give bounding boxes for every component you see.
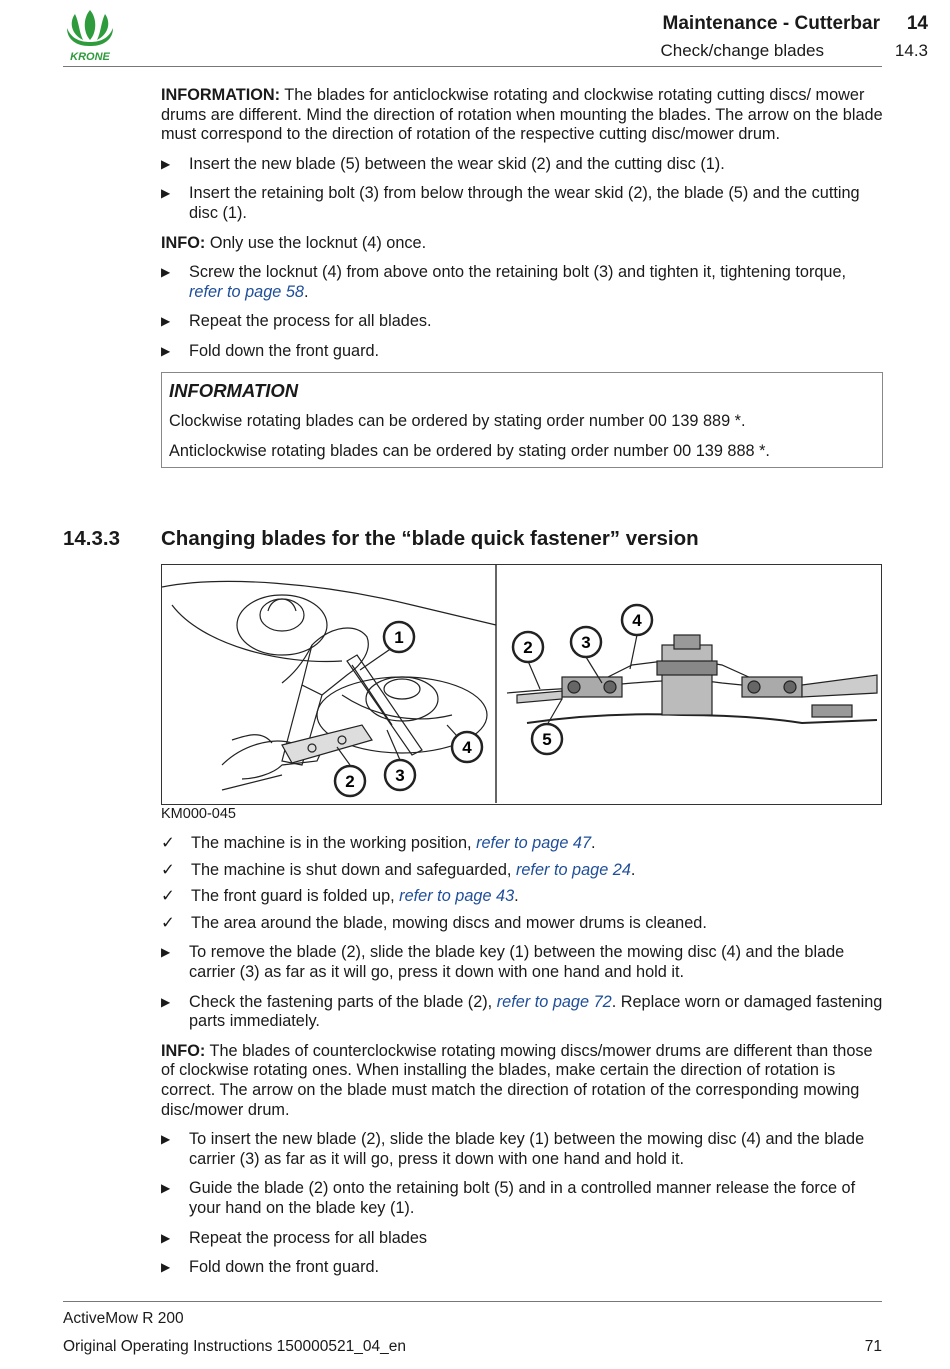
step-item	[161, 1229, 883, 1249]
step-text: Repeat the process for all blades.	[189, 312, 432, 331]
section-title: Changing blades for the “blade quick fastener” version	[161, 527, 699, 550]
callout-3: 3	[395, 766, 405, 785]
checkmark-icon: ✓	[161, 913, 175, 932]
step-marker-icon: ▶	[161, 1181, 171, 1196]
blade-figure	[161, 564, 882, 805]
step-item	[161, 1130, 883, 1169]
checkmark-icon: ✓	[161, 834, 175, 852]
prerequisite-item	[161, 914, 883, 934]
prerequisite-item	[161, 834, 883, 854]
krone-logo	[63, 6, 118, 64]
step-item	[161, 1258, 883, 1278]
step-item	[161, 312, 883, 332]
step-item	[161, 342, 883, 362]
callout-4: 4	[462, 738, 472, 757]
information-box-line: Anticlockwise rotating blades can be ordered by stating order number 00 139 888 *.	[169, 441, 770, 460]
step-marker-icon: ▶	[161, 156, 171, 171]
checkmark-icon: ✓	[161, 860, 175, 879]
step-marker-icon: ▶	[161, 1230, 171, 1245]
step-item	[161, 993, 883, 1032]
prerequisite-text: The area around the blade, mowing discs and mower drums is cleaned.	[191, 913, 707, 932]
information-box-line: Clockwise rotating blades can be ordered by stating order number 00 139 889 *.	[169, 412, 746, 431]
section-number: 14.3.3	[63, 527, 120, 550]
logo-text: KRONE	[70, 51, 110, 63]
info-label: INFO:	[161, 1041, 206, 1060]
header-chapter: 14	[906, 13, 928, 34]
footer-product: ActiveMow R 200	[63, 1310, 184, 1327]
step-text: Insert the retaining bolt (3) from below through the wear skid (2), the blade (5) and the cutting disc (1).	[189, 184, 860, 222]
information-paragraph	[161, 86, 883, 145]
header-subtitle: Check/change blades	[660, 41, 824, 60]
footer-document: Original Operating Instructions 150000521_04_en	[63, 1338, 406, 1355]
step-text: Fold down the front guard.	[189, 341, 380, 360]
callout-3-right: 3	[581, 633, 591, 652]
step-marker-icon: ▶	[161, 314, 171, 329]
page-link[interactable]: refer to page 43	[399, 887, 515, 906]
footer-rule	[63, 1301, 882, 1302]
step-marker-icon: ▶	[161, 186, 171, 201]
step-text: Screw the locknut (4) from above onto the retaining bolt (3) and tighten it, tightening torque,	[189, 263, 847, 282]
step-item	[161, 263, 883, 302]
callout-2: 2	[345, 772, 355, 791]
page-link[interactable]: refer to page 47	[476, 834, 592, 852]
prerequisite-end: .	[630, 860, 636, 879]
prerequisite-text: The machine is in the working position,	[191, 834, 477, 852]
step-item	[161, 155, 883, 175]
step-end: .	[303, 282, 309, 301]
callout-5-right: 5	[542, 730, 552, 749]
callout-2-right: 2	[523, 638, 533, 657]
step-marker-icon: ▶	[161, 1260, 171, 1275]
info-paragraph	[161, 1042, 883, 1120]
info-label: INFO:	[161, 233, 206, 252]
information-text: The blades for anticlockwise rotating and clockwise rotating cutting discs/ mower drums are different. Mind the direction of rotation when mounting the blades. The arrow on the blade must correspond to the direction of rotation of the respective cutting disc/mower drum.	[161, 86, 883, 144]
step-text: Repeat the process for all blades	[189, 1228, 428, 1247]
step-item	[161, 943, 883, 982]
prerequisite-end: .	[591, 834, 596, 852]
header-subsection: 14.3	[894, 41, 928, 60]
callout-4-right: 4	[632, 611, 642, 630]
step-text: Guide the blade (2) onto the retaining bolt (5) and in a controlled manner release the force of your hand on the blade key (1).	[189, 1179, 856, 1217]
info-text: The blades of counterclockwise rotating mowing discs/mower drums are different than those of clockwise rotating ones. When installing the blades, make certain the direction of rotation is correct. The arrow on the blade must match the direction of rotation of the corresponding mowing disc/mower drum.	[161, 1041, 873, 1119]
header-title: Maintenance - Cutterbar	[662, 13, 880, 34]
prerequisite-end: .	[514, 887, 519, 906]
page-number: 71	[864, 1338, 882, 1355]
lower-content	[161, 834, 883, 1288]
info-paragraph	[161, 234, 883, 254]
info-text: Only use the locknut (4) once.	[205, 233, 427, 252]
checkmark-icon: ✓	[161, 887, 175, 906]
step-text: Insert the new blade (5) between the wear skid (2) and the cutting disc (1).	[189, 154, 725, 173]
step-text: To insert the new blade (2), slide the blade key (1) between the mowing disc (4) and the blade carrier (3) as far as it will go, press it down with one hand and hold it.	[189, 1130, 865, 1168]
step-marker-icon: ▶	[161, 265, 171, 280]
prerequisite-item	[161, 887, 883, 907]
page-link[interactable]: refer to page 24	[515, 860, 631, 879]
step-marker-icon: ▶	[161, 1132, 171, 1147]
information-label: INFORMATION:	[161, 86, 281, 104]
step-end: . Replace worn or damaged fastening parts immediately.	[189, 992, 883, 1031]
step-item	[161, 184, 883, 223]
step-marker-icon: ▶	[161, 945, 171, 960]
information-box-title: INFORMATION	[169, 379, 299, 401]
step-text: To remove the blade (2), slide the blade key (1) between the mowing disc (4) and the blade carrier (3) as far as it will go, press it down with one hand and hold it.	[189, 943, 845, 981]
header-rule	[63, 66, 882, 67]
step-marker-icon: ▶	[161, 994, 171, 1009]
prerequisite-item	[161, 861, 883, 881]
upper-content	[161, 86, 883, 468]
prerequisite-text: The front guard is folded up,	[191, 887, 400, 906]
step-marker-icon: ▶	[161, 343, 171, 358]
step-text: Check the fastening parts of the blade (2),	[189, 992, 497, 1011]
page-link[interactable]: refer to page 58	[189, 282, 304, 301]
figure-drawing	[162, 565, 880, 803]
information-box	[161, 372, 883, 469]
prerequisite-text: The machine is shut down and safeguarded,	[191, 860, 516, 879]
figure-code: KM000-045	[161, 806, 236, 822]
step-item	[161, 1179, 883, 1218]
page-link[interactable]: refer to page 72	[496, 992, 612, 1011]
callout-1: 1	[394, 628, 404, 647]
step-text: Fold down the front guard.	[189, 1258, 380, 1277]
